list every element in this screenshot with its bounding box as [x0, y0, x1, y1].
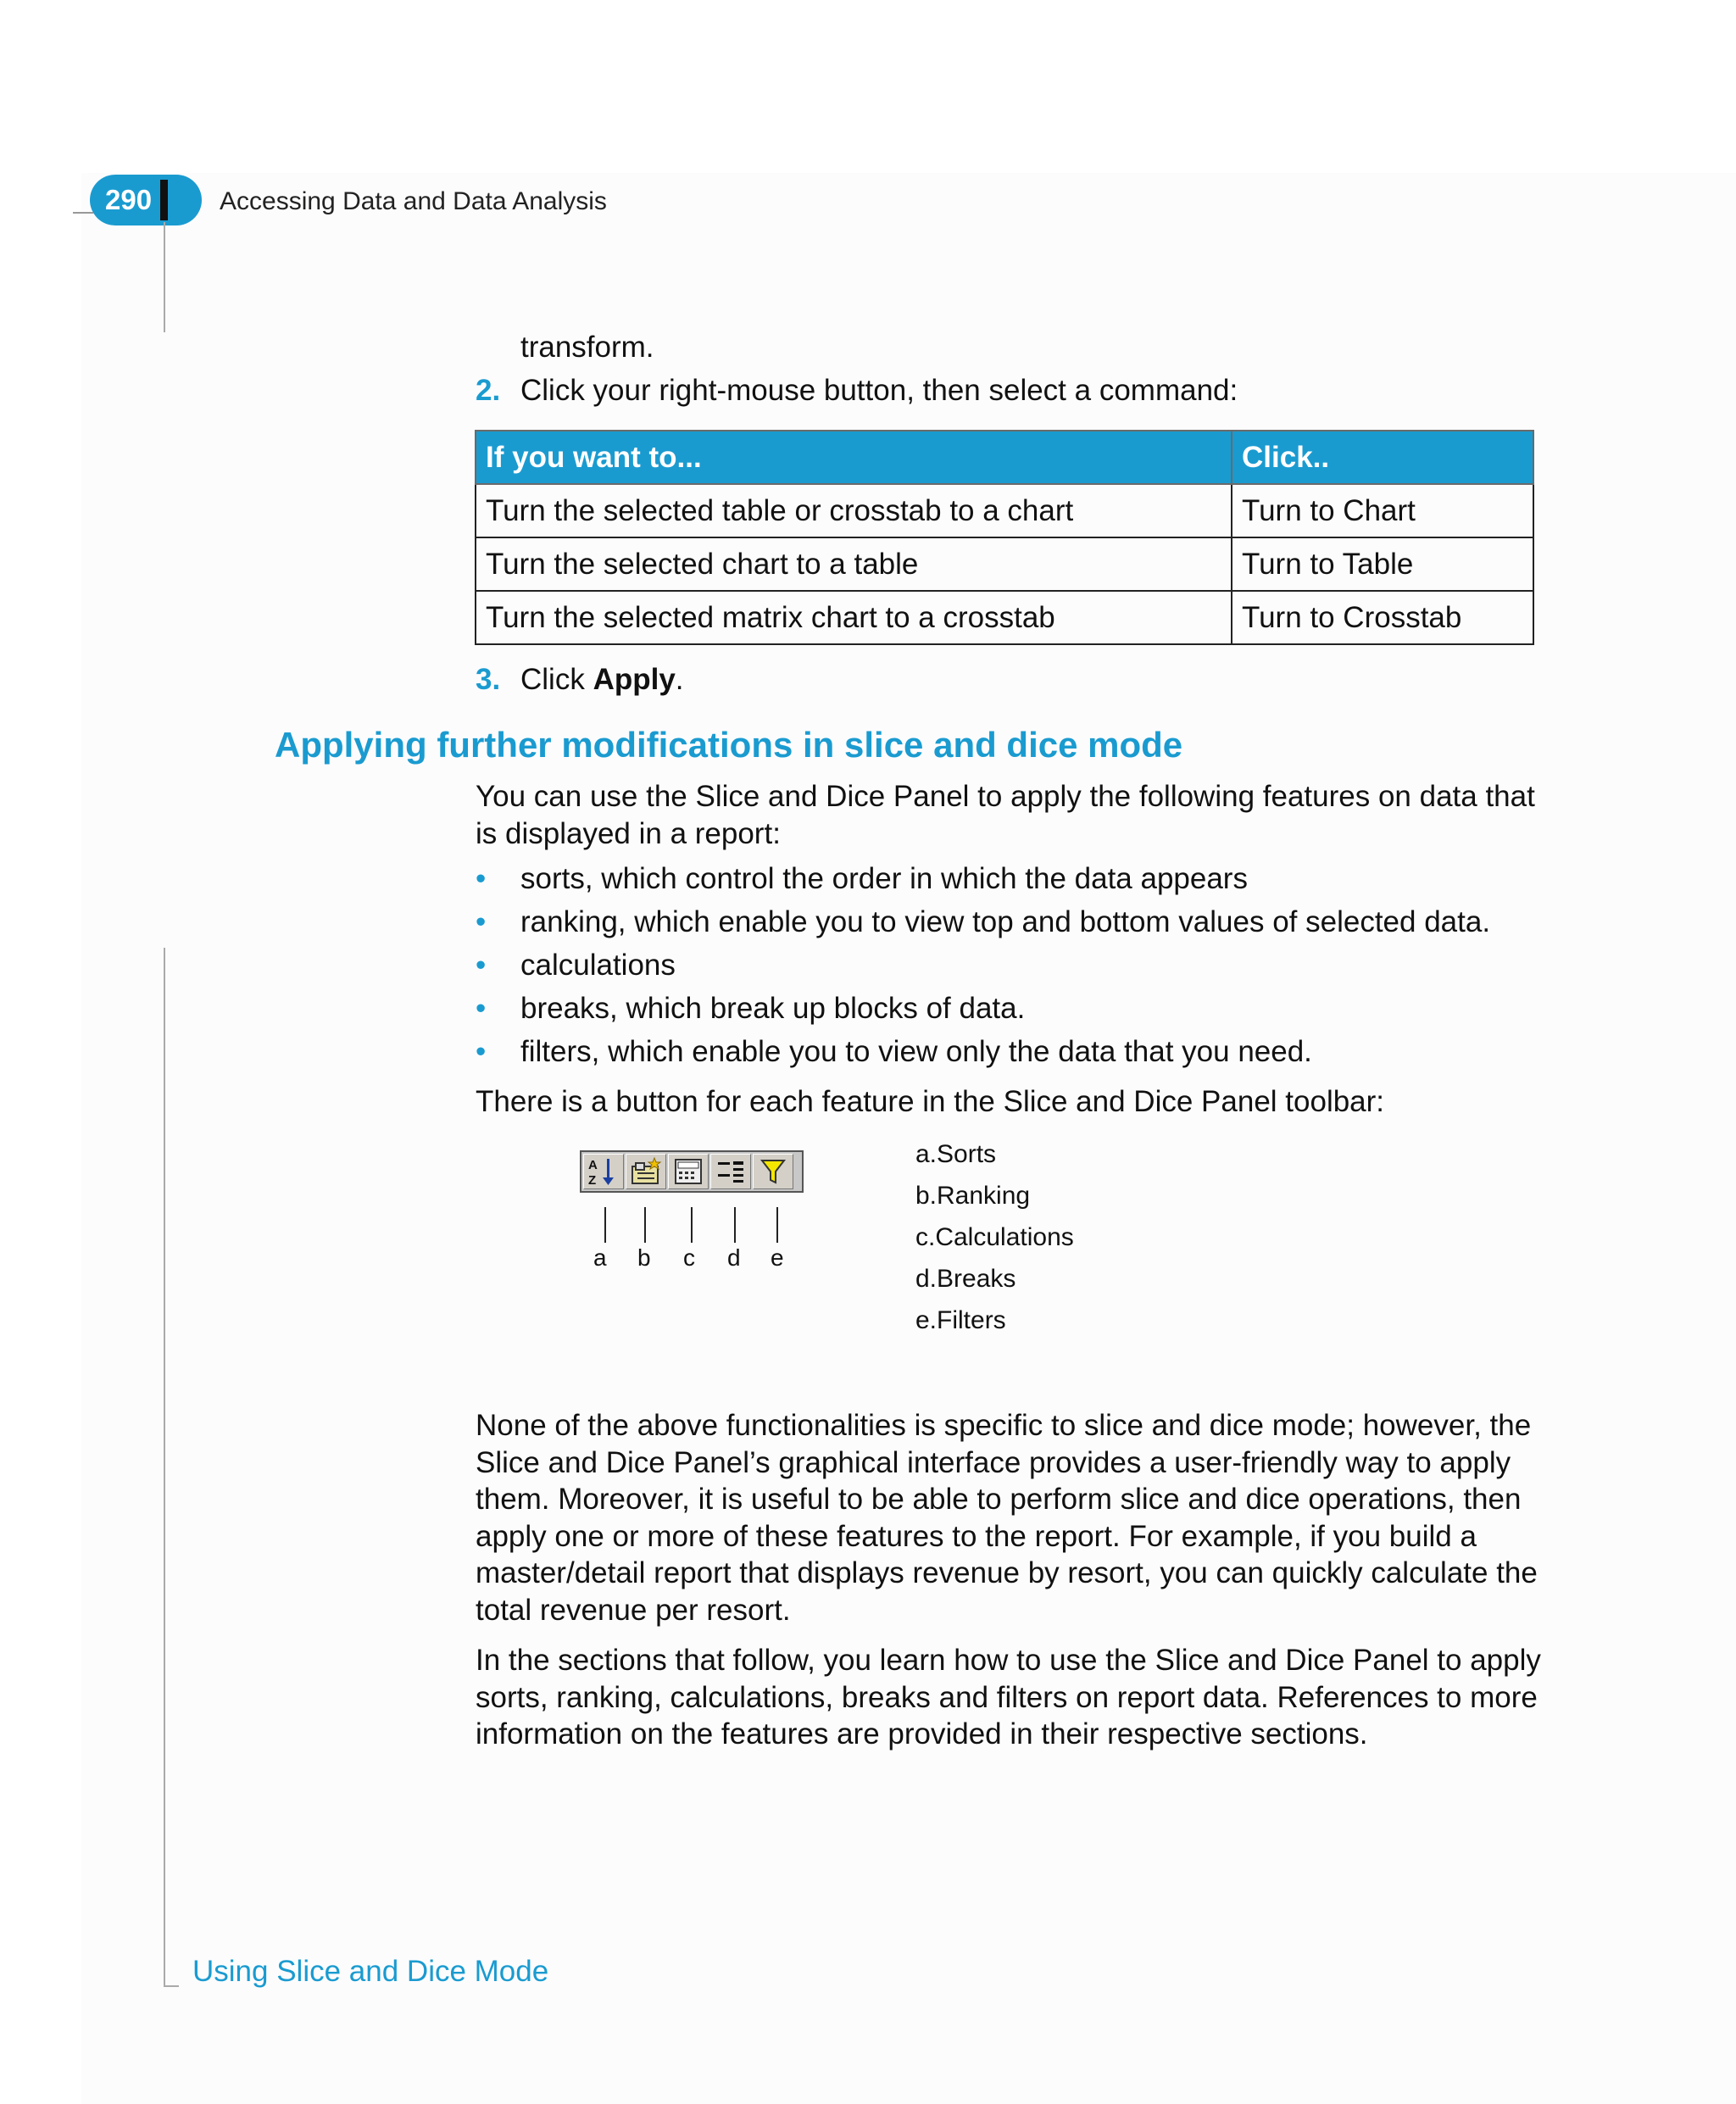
breaks-button[interactable]	[710, 1154, 751, 1189]
ranking-icon	[626, 1155, 665, 1188]
step-3-apply-label: Apply	[593, 663, 676, 696]
margin-rule-left	[164, 948, 165, 1987]
command-table	[475, 430, 1534, 645]
callout-tick	[734, 1207, 736, 1243]
table-header-cell: Click..	[1232, 431, 1533, 484]
table-cell: Turn the selected matrix chart to a crosstab	[476, 591, 1232, 644]
legend-item: b.Ranking	[915, 1182, 1031, 1210]
table-row	[476, 537, 1533, 591]
bullet-marker: •	[476, 905, 487, 938]
legend-item: e.Filters	[915, 1306, 1006, 1334]
continued-step-text: transform.	[520, 331, 654, 364]
page-number: 290	[105, 184, 153, 215]
bullet-marker: •	[476, 1035, 487, 1068]
table-row	[476, 484, 1533, 537]
section-heading: Applying further modifications in slice and dice mode	[275, 725, 1183, 765]
table-header-cell: If you want to...	[476, 431, 1232, 484]
calculations-button[interactable]	[668, 1154, 709, 1189]
margin-rule-top	[164, 222, 165, 332]
list-item: breaks, which break up blocks of data.	[520, 992, 1026, 1025]
list-item: calculations	[520, 949, 676, 982]
callout-label: a	[593, 1244, 607, 1271]
svg-text:A: A	[588, 1158, 598, 1172]
table-cell: Turn the selected table or crosstab to a chart	[476, 484, 1232, 537]
callout-tick	[604, 1207, 606, 1243]
step-3-suffix: .	[675, 663, 684, 696]
sort-button[interactable]	[583, 1154, 624, 1189]
callout-tick	[644, 1207, 646, 1243]
bullet-marker: •	[476, 862, 487, 895]
step-3-prefix: Click	[520, 663, 593, 696]
footer-section-label: Using Slice and Dice Mode	[192, 1955, 549, 1988]
bullet-marker: •	[476, 949, 487, 982]
slice-and-dice-toolbar	[580, 1150, 804, 1193]
callout-label: e	[771, 1244, 784, 1271]
list-item: sorts, which control the order in which the data appears	[520, 862, 1248, 895]
step-2-text: Click your right-mouse button, then select a command:	[520, 374, 1238, 407]
table-cell: Turn the selected chart to a table	[476, 537, 1232, 591]
callout-tick	[691, 1207, 693, 1243]
svg-text:Z: Z	[588, 1173, 597, 1188]
toolbar-intro: There is a button for each feature in the Slice and Dice Panel toolbar:	[476, 1085, 1385, 1118]
list-item: filters, which enable you to view only the data that you need.	[520, 1035, 1312, 1068]
table-row	[476, 591, 1533, 644]
filter-icon	[754, 1155, 793, 1188]
list-item: ranking, which enable you to view top and bottom values of selected data.	[520, 905, 1491, 938]
legend-item: a.Sorts	[915, 1140, 997, 1168]
table-cell: Turn to Chart	[1232, 484, 1533, 537]
body-paragraph: In the sections that follow, you learn how to use the Slice and Dice Panel to apply sorts, ranking, calculations, breaks and filters on report data. References to more information on the features are provided in their respective sections.	[476, 1644, 1541, 1751]
table-header-row	[476, 431, 1533, 484]
breaks-icon	[711, 1155, 750, 1188]
section-intro: You can use the Slice and Dice Panel to apply the following features on data that is displayed in a report:	[476, 780, 1535, 850]
ranking-button[interactable]	[626, 1154, 666, 1189]
table-cell: Turn to Crosstab	[1232, 591, 1533, 644]
footer-rule	[164, 1985, 179, 1987]
page-number-marker	[160, 180, 168, 220]
step-2-number: 2.	[476, 374, 501, 407]
running-head: Accessing Data and Data Analysis	[220, 187, 607, 215]
callout-label: c	[683, 1244, 695, 1271]
step-3-number: 3.	[476, 663, 501, 696]
legend-item: c.Calculations	[915, 1223, 1074, 1251]
legend-item: d.Breaks	[915, 1265, 1016, 1293]
table-cell: Turn to Table	[1232, 537, 1533, 591]
step-3-text	[520, 661, 684, 699]
sort-icon	[584, 1155, 623, 1188]
header-rule	[73, 212, 93, 214]
callout-tick	[776, 1207, 778, 1243]
body-paragraph: None of the above functionalities is specific to slice and dice mode; however, the Slice and Dice Panel’s graphical interface provides a user-friendly way to apply them. Moreover, it is useful to be able to perform slice and dice operations, then apply one or more of these features to the report. For example, if you build a master/detail report that displays revenue by resort, you can quickly calculate the total revenue per resort.	[476, 1409, 1538, 1627]
calculator-icon	[669, 1155, 708, 1188]
bullet-marker: •	[476, 992, 487, 1025]
filters-button[interactable]	[753, 1154, 793, 1189]
callout-label: d	[727, 1244, 741, 1271]
callout-label: b	[637, 1244, 651, 1271]
